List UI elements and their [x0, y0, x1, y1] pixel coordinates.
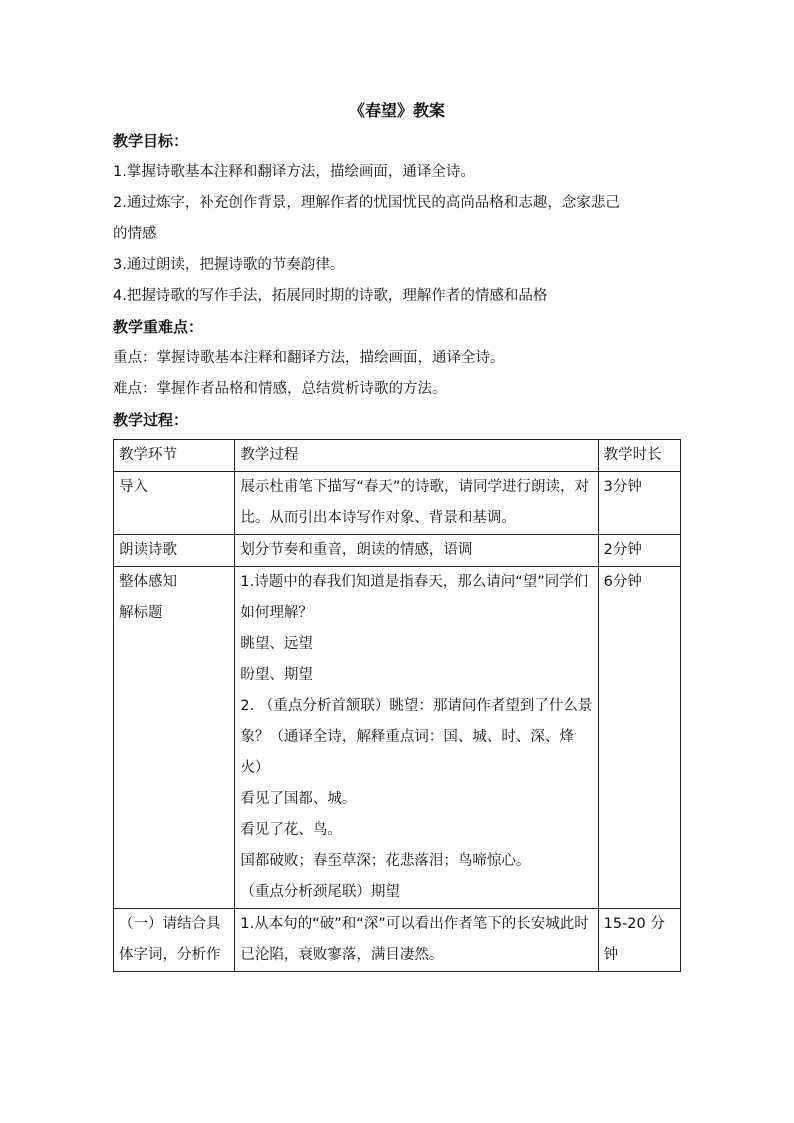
keypoint-difficulty: 难点：掌握作者品格和情感，总结赏析诗歌的方法。	[113, 381, 447, 397]
content-text: 划分节奏和重音，朗读的情感，语调	[240, 542, 473, 558]
time-cell: 3分钟	[598, 472, 680, 535]
content-text: 盼望、期望	[240, 667, 313, 683]
content-cell	[235, 472, 598, 535]
content-cell	[235, 535, 598, 567]
stage-text: 整体感知	[119, 574, 177, 590]
table-row	[114, 909, 681, 972]
table-row	[114, 472, 681, 535]
time-cell: 6分钟	[598, 567, 680, 909]
content-text: 眺望、远望	[240, 636, 313, 652]
document-title: 《春望》教案	[348, 101, 445, 120]
stage-cell	[114, 909, 235, 972]
time-cell: 15-20 分钟	[598, 909, 680, 972]
objective-item: 2.通过炼字，补充创作背景，理解作者的忧国忧民的高尚品格和志趣，念家悲己	[113, 195, 620, 211]
content-cell	[235, 909, 598, 972]
stage-cell	[114, 472, 235, 535]
keypoints-heading: 教学重难点：	[113, 318, 204, 336]
document-page	[113, 92, 681, 436]
objectives-heading: 教学目标：	[113, 132, 189, 150]
stage-text: 导入	[119, 479, 148, 495]
table-row	[114, 535, 681, 567]
objective-item: 1.掌握诗歌基本注释和翻译方法，描绘画面，通译全诗。	[113, 164, 475, 180]
content-text: 国都破败；春至草深；花悲落泪；鸟啼惊心。	[240, 853, 531, 869]
stage-text: 解标题	[119, 605, 163, 621]
content-text: 看见了国都、城。	[240, 791, 357, 807]
content-text: 1.诗题中的春我们知道是指春天，那么请问“望”同学们如何理解？	[240, 574, 589, 621]
stage-cell	[114, 535, 235, 567]
content-text: 2. （重点分析首颔联）眺望：那请问作者望到了什么景象？（通译全诗，解释重点词：国、城、时、深、烽火）	[240, 698, 593, 776]
content-text: 看见了花、鸟。	[240, 822, 342, 838]
objective-item: 的情感	[113, 226, 157, 242]
table-header-cell: 教学过程	[235, 440, 598, 472]
content-text: （重点分析颈尾联）期望	[240, 884, 400, 900]
table-header-cell: 教学时长	[598, 440, 680, 472]
lesson-process-table	[113, 439, 681, 972]
stage-text: 朗读诗歌	[119, 542, 177, 558]
content-cell	[235, 567, 598, 909]
table-row	[114, 567, 681, 909]
objective-item: 4.把握诗歌的写作手法，拓展同时期的诗歌，理解作者的情感和品格	[113, 288, 548, 304]
table-header-row	[114, 440, 681, 472]
content-text: 展示杜甫笔下描写“春天”的诗歌，请同学进行朗读，对比。从而引出本诗写作对象、背景和基调。	[240, 479, 589, 526]
objective-item: 3.通过朗读，把握诗歌的节奏韵律。	[113, 257, 345, 273]
keypoint-focus: 重点：掌握诗歌基本注释和翻译方法，描绘画面，通译全诗。	[113, 350, 505, 366]
stage-cell	[114, 567, 235, 909]
process-heading: 教学过程：	[113, 411, 189, 429]
table-header-cell: 教学环节	[114, 440, 235, 472]
time-cell: 2分钟	[598, 535, 680, 567]
stage-text: （一）请结合具体字词，分析作	[119, 916, 221, 963]
content-text: 1.从本句的“破”和“深”可以看出作者笔下的长安城此时已沦陷，衰败寥落，满目凄然。	[240, 916, 589, 963]
